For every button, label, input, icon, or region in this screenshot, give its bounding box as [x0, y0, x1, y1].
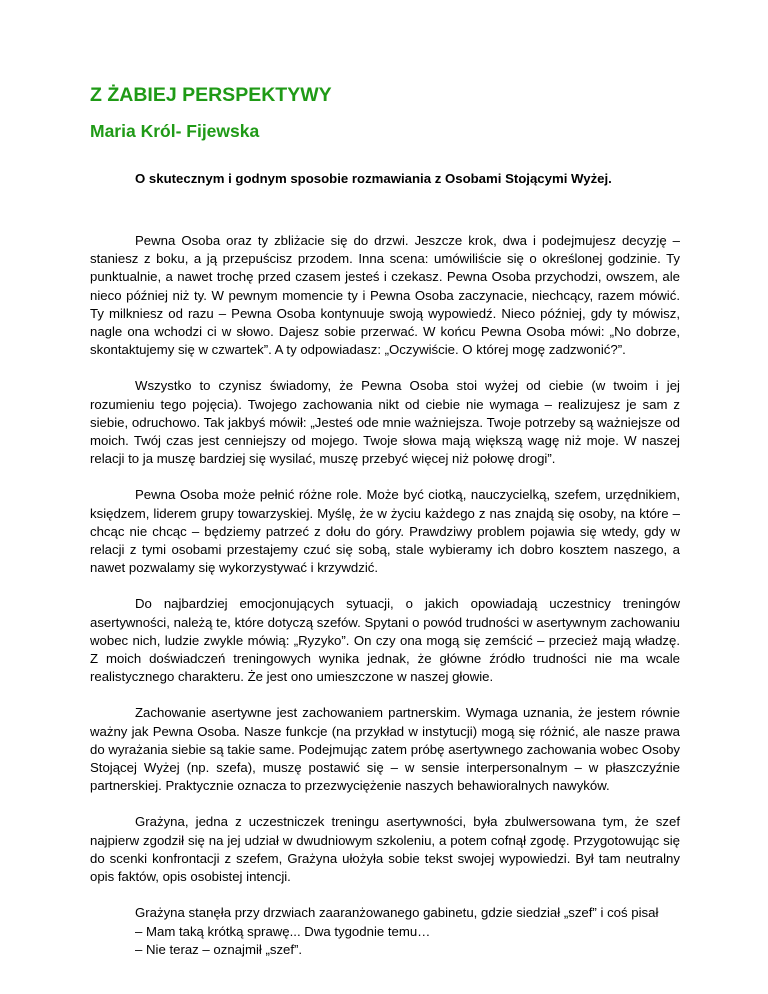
paragraph-7: Grażyna stanęła przy drzwiach zaaranżowanego gabinetu, gdzie siedział „szef” i coś pisał	[135, 905, 659, 921]
paragraph-5: Zachowanie asertywne jest zachowaniem partnerskim. Wymaga uznania, że jestem równie ważny jak Pewna Osoba. Nasze funkcje (na przykład w instytucji) mogą się różnić, ale nasze prawa do wyrażania siebie są takie same. Podejmując zatem próbę asertywnego zachowania wobec Osoby Stojącej Wyżej (np. szefa), muszę postawić się – w sensie interpersonalnym – w płaszczyźnie partnerskiej. Praktycznie oznacza to przezwyciężenie naszych behawioralnych nawyków.	[90, 705, 680, 794]
paragraph-2: Wszystko to czynisz świadomy, że Pewna Osoba stoi wyżej od ciebie (w twoim i jej rozumieniu tego pojęcia). Twojego zachowania nikt od ciebie nie wymaga – realizujesz je sam z siebie, odruchowo. Tak jakbyś mówił: „Jesteś ode mnie ważniejsza. Twoje potrzeby są ważniejsze od moich. Twój czas jest cenniejszy od mojego. Twoje słowa mają większą wagę niż moje. W naszej relacji to ja muszę bardziej się wysilać, muszę przebyć więcej niż połowę drogi”.	[90, 378, 680, 467]
dialog-line-2: – Nie teraz – oznajmił „szef”.	[135, 941, 303, 957]
article-body	[90, 232, 680, 959]
paragraph-1: Pewna Osoba oraz ty zbliżacie się do drzwi. Jeszcze krok, dwa i podejmujesz decyzję – staniesz z boku, a ją przepuścisz przodem. Inna scena: umówiliście się o określonej godzinie. Ty punktualnie, a nawet trochę przed czasem jesteś i czekasz. Pewna Osoba przychodzi, owszem, ale nieco później niż ty. W pewnym momencie ty i Pewna Osoba zaczynacie, niechcący, razem mówić. Ty milkniesz od razu – Pewna Osoba kontynuuje swoją wypowiedź. Nieco później, gdy ty mówisz, nagle ona wchodzi ci w słowo. Dajesz sobie przerwać. W końcu Pewna Osoba mówi: „No dobrze, skontaktujemy się w czwartek”. A ty odpowiadasz: „Oczywiście. O której mogę zadzwonić?”.	[90, 233, 680, 358]
document-title: Z ŻABIEJ PERSPEKTYWY	[90, 84, 332, 106]
document-author: Maria Król- Fijewska	[90, 121, 260, 141]
paragraph-6: Grażyna, jedna z uczestniczek treningu asertywności, była zbulwersowana tym, że szef najpierw zgodził się na jej udział w dwudniowym szkoleniu, a potem cofnął zgodę. Przygotowując się do scenki konfrontacji z szefem, Grażyna ułożyła sobie tekst swojej wypowiedzi. Był tam neutralny opis faktów, opis osobistej intencji.	[90, 814, 680, 885]
paragraph-3: Pewna Osoba może pełnić różne role. Może być ciotką, nauczycielką, szefem, urzędnikiem, księdzem, liderem grupy towarzyskiej. Myślę, że w życiu każdego z nas znajdą się osoby, na które – chcąc nie chcąc – będziemy patrzeć z dołu do góry. Prawdziwy problem pojawia się wtedy, gdy w relacji z tymi osobami przestajemy czuć się sobą, stale wybieramy ich dobro kosztem naszego, a nawet pozwalamy się wykorzystywać i krzywdzić.	[90, 487, 680, 576]
paragraph-4: Do najbardziej emocjonujących sytuacji, o jakich opowiadają uczestnicy treningów asertywności, należą te, które dotyczą szefów. Spytani o powód trudności w asertywnym zachowaniu wobec nich, ludzie zwykle mówią: „Ryzyko”. On czy ona mogą się zemścić – przecież mają władzę. Z moich doświadczeń treningowych wynika jednak, że główne źródło trudności nie ma wcale realistycznego charakteru. Że jest ono umieszczone w naszej głowie.	[90, 596, 680, 685]
dialog-line-1: – Mam taką krótką sprawę... Dwa tygodnie temu…	[135, 923, 431, 939]
document-subtitle: O skutecznym i godnym sposobie rozmawiania z Osobami Stojącymi Wyżej.	[135, 171, 612, 186]
